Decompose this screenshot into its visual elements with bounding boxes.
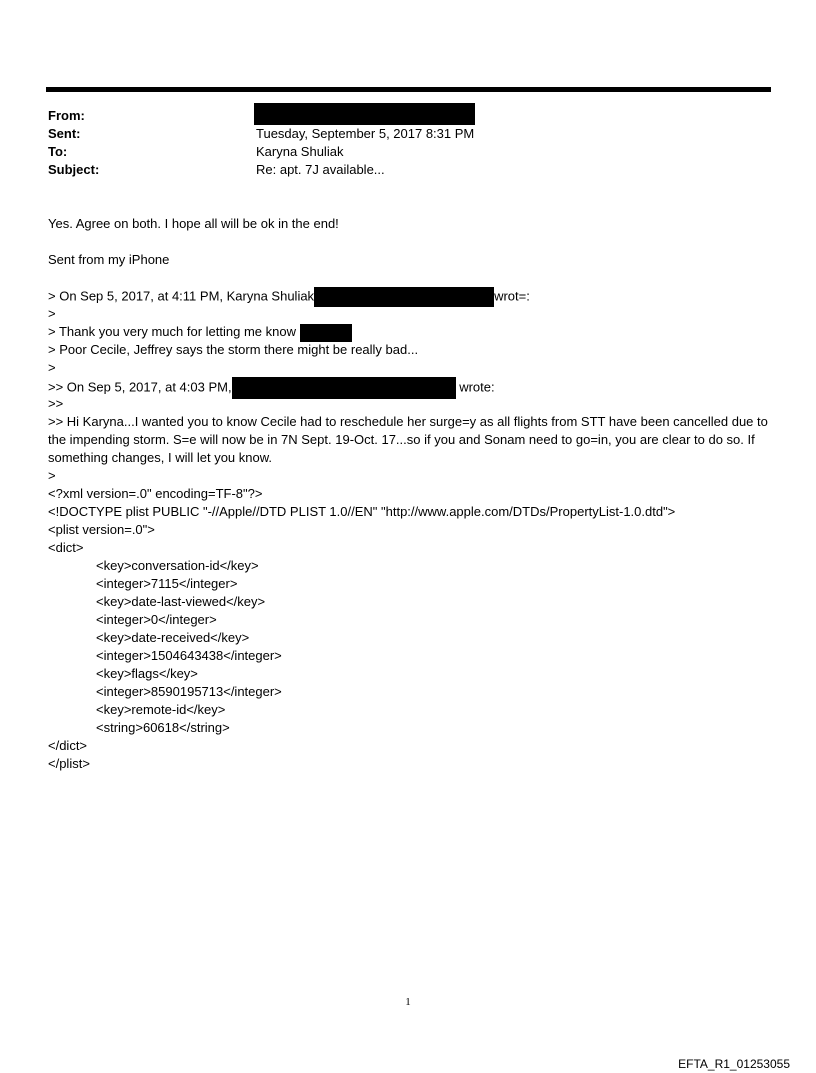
dict-close: </dict>: [48, 738, 88, 753]
quote2-message: >> Hi Karyna...I wanted you to know Cecile had to reschedule her surge=y as all flights from STT have been cancelled due to the impending storm. S=e will now be in 7N Sept. 19-Oct. 17...so if you and Sonam need to go=in, you are clear to do so. If something changes, I will let you know.: [48, 414, 768, 465]
blank-line: [48, 233, 776, 251]
dict-line: <key>conversation-id</key>: [96, 558, 259, 573]
to-label: To:: [48, 144, 68, 159]
quote1-header: [48, 287, 776, 305]
header-rule: [46, 87, 771, 92]
to-value: Karyna Shuliak: [256, 144, 344, 159]
dict-line: <integer>0</integer>: [96, 612, 217, 627]
dict-line: <key>flags</key>: [96, 666, 198, 681]
xml-declaration: <?xml version=.0" encoding=TF-8"?>: [48, 486, 263, 501]
dict-open: <dict>: [48, 540, 84, 555]
dict-line: <key>date-received</key>: [96, 630, 250, 645]
quote1-name-redaction: [300, 324, 352, 342]
subject-label: Subject:: [48, 162, 100, 177]
plist-open: <plist version=.0">: [48, 522, 155, 537]
blank-line: [48, 269, 776, 287]
quote-marker: >: [48, 306, 56, 321]
quote1-prefix: > On Sep 5, 2017, at 4:11 PM, Karyna Shuliak: [48, 288, 315, 304]
signature-text: Sent from my iPhone: [48, 252, 170, 267]
quote1-suffix: wrot=:: [494, 288, 530, 304]
dict-line: <key>remote-id</key>: [96, 702, 226, 717]
page-number: 1: [405, 996, 411, 1008]
to-row: [48, 143, 768, 161]
sent-value: Tuesday, September 5, 2017 8:31 PM: [256, 126, 475, 141]
dict-line: <key>date-last-viewed</key>: [96, 594, 266, 609]
document-id: EFTA_R1_01253055: [678, 1057, 790, 1071]
quote-marker: >: [48, 468, 56, 483]
quote2-header: [48, 377, 776, 395]
email-body: [48, 215, 776, 773]
from-row: [48, 107, 768, 125]
quote1-email-redaction: [314, 287, 494, 307]
email-header: [48, 107, 768, 179]
quote2-prefix: >> On Sep 5, 2017, at 4:03 PM,: [48, 379, 232, 395]
dict-line: <integer>7115</integer>: [96, 576, 238, 591]
plist-doctype: <!DOCTYPE plist PUBLIC "-//Apple//DTD PLIST 1.0//EN" "http://www.apple.com/DTDs/PropertyList-1.0.dtd">: [48, 504, 676, 519]
from-label: From:: [48, 108, 85, 123]
quote1-cecile: > Poor Cecile, Jeffrey says the storm there might be really bad...: [48, 342, 419, 357]
quote2-marker: >>: [48, 396, 64, 411]
dict-line: <integer>1504643438</integer>: [96, 648, 282, 663]
dict-line: <string>60618</string>: [96, 720, 230, 735]
from-redaction: [254, 103, 475, 125]
quote-marker: >: [48, 360, 56, 375]
quote1-thanks-line: [48, 323, 776, 341]
quote2-suffix: wrote:: [459, 379, 495, 395]
subject-value: Re: apt. 7J available...: [256, 162, 385, 177]
reply-text: Yes. Agree on both. I hope all will be ok in the end!: [48, 216, 339, 231]
dict-line: <integer>8590195713</integer>: [96, 684, 282, 699]
sent-row: [48, 125, 768, 143]
subject-row: [48, 161, 768, 179]
quote1-thanks: > Thank you very much for letting me know: [48, 324, 296, 339]
sent-label: Sent:: [48, 126, 81, 141]
plist-close: </plist>: [48, 756, 90, 771]
